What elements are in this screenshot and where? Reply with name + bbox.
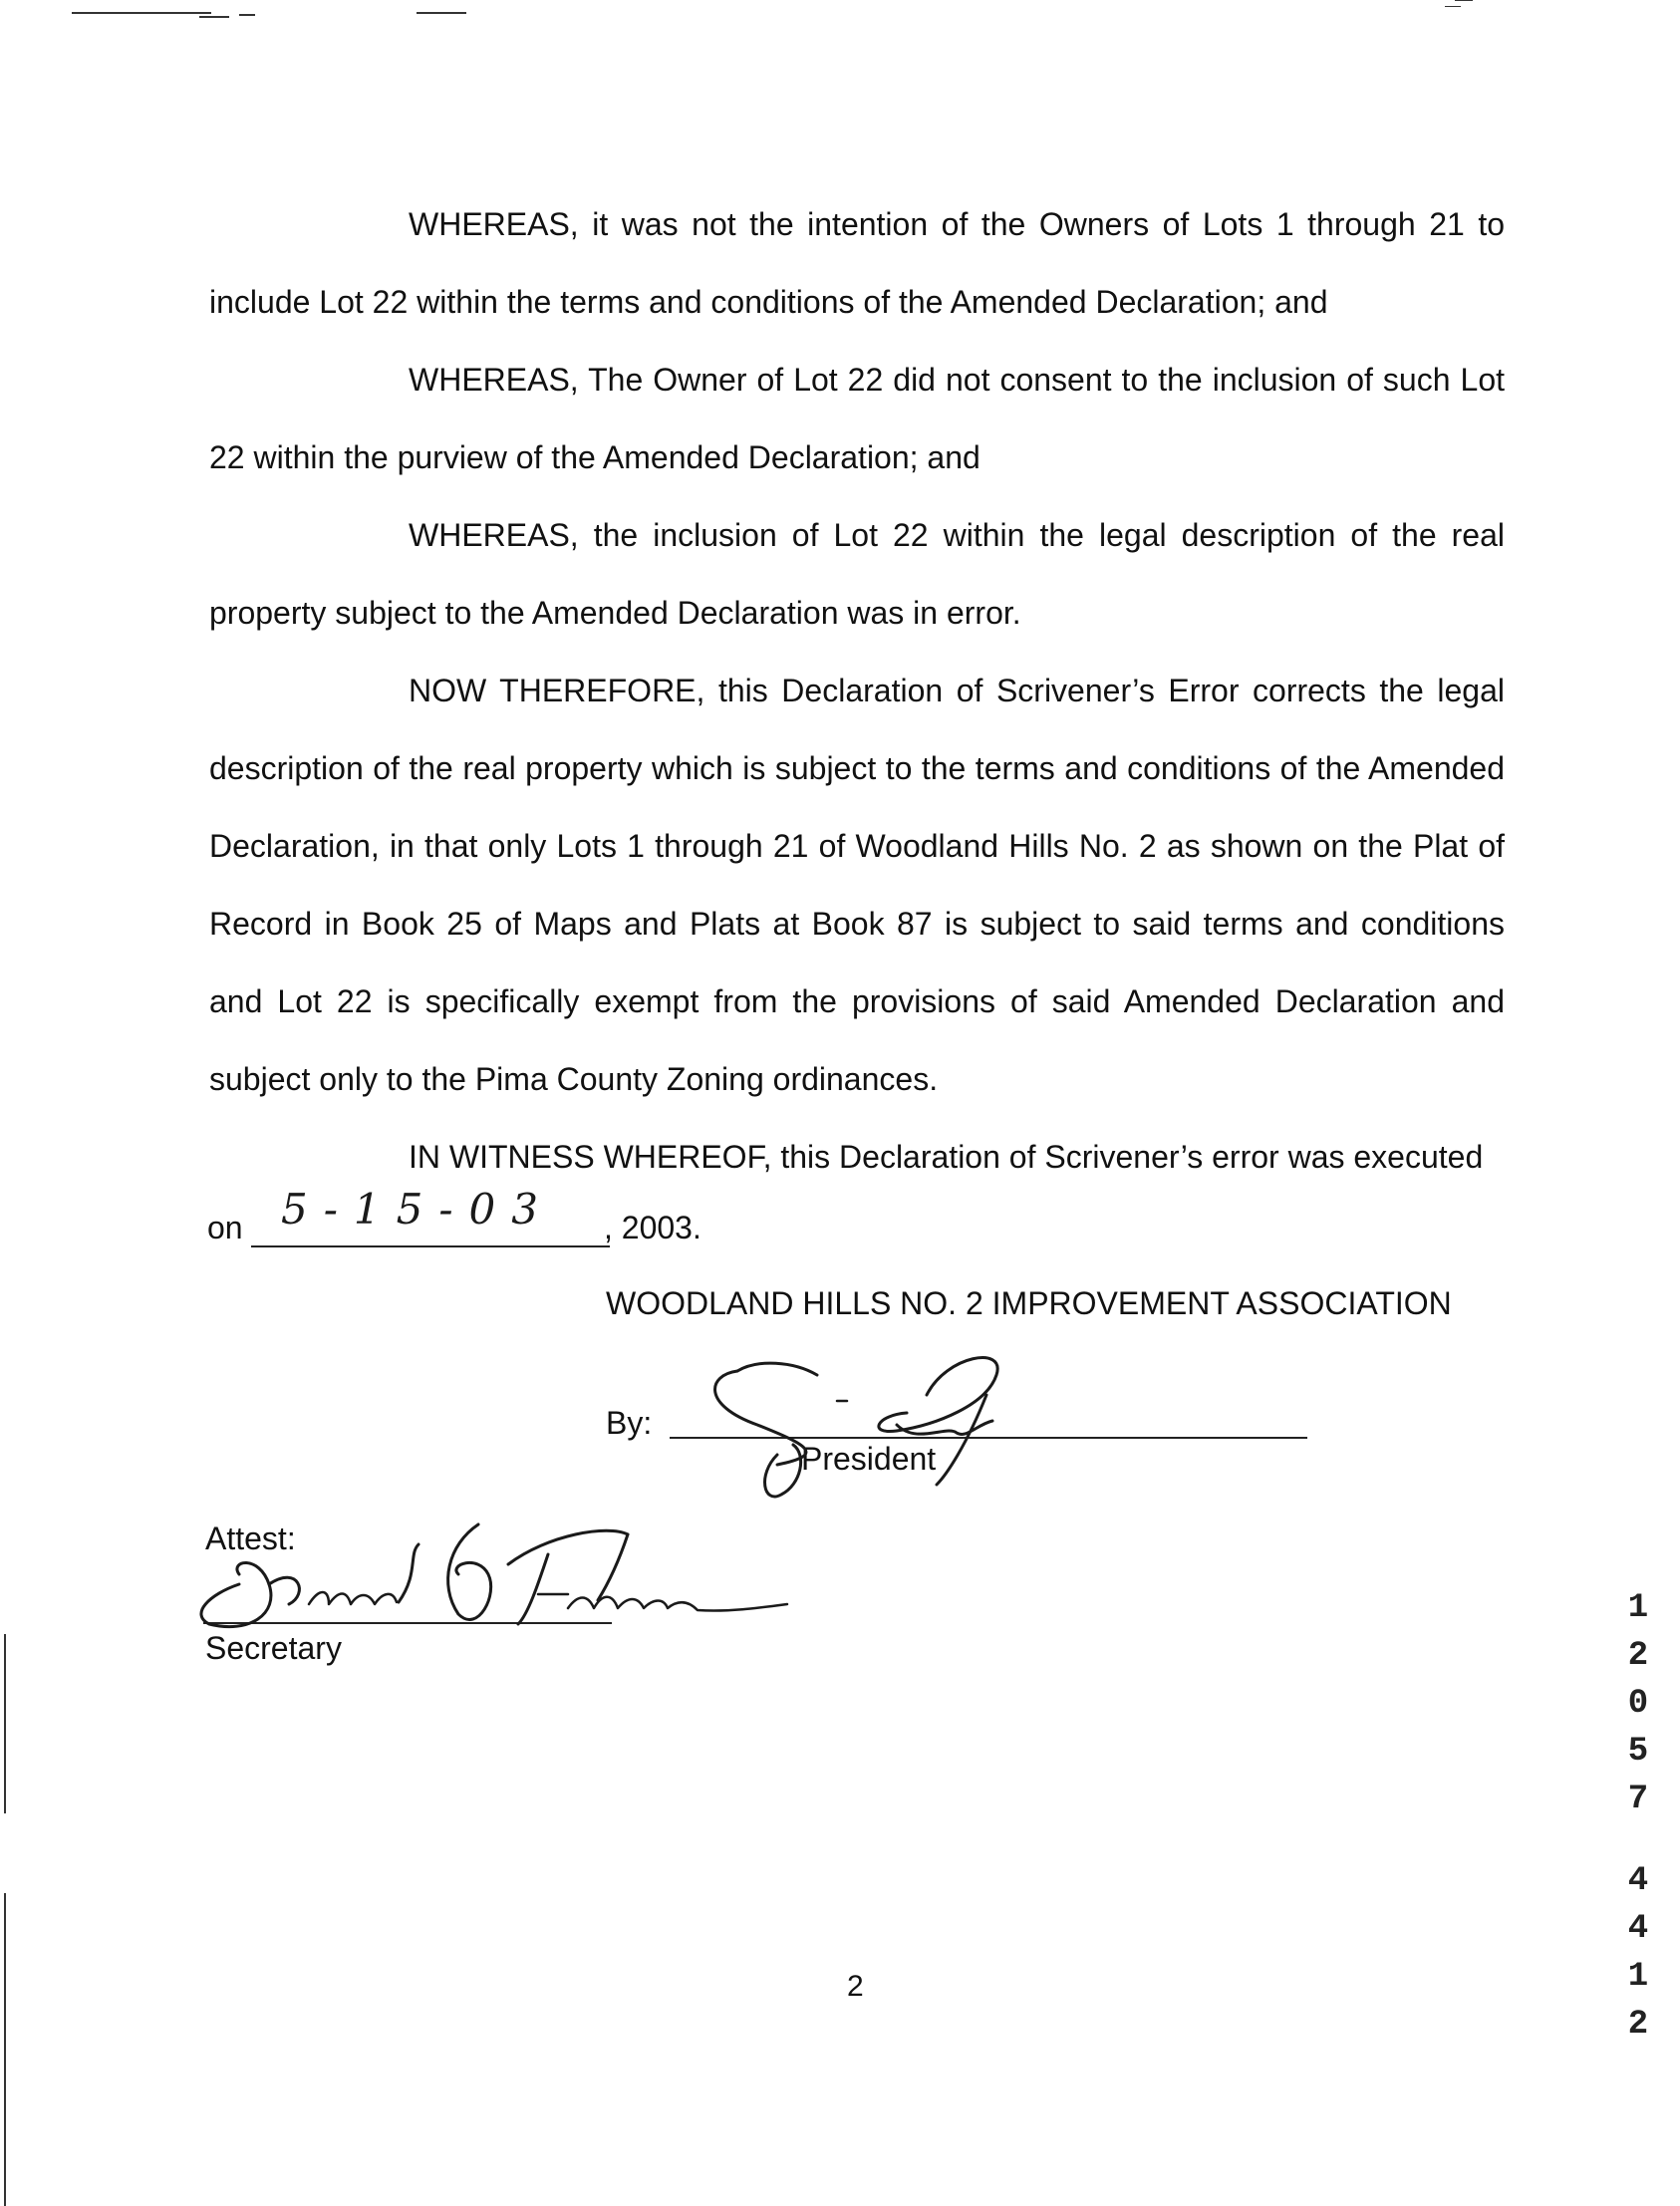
scan-artifact bbox=[1445, 6, 1461, 7]
execution-year: , 2003. bbox=[604, 1210, 701, 1245]
scan-artifact bbox=[239, 14, 255, 16]
recording-digit: 0 bbox=[1627, 1685, 1649, 1723]
scan-artifact bbox=[4, 1893, 6, 2206]
recording-digit: 5 bbox=[1627, 1733, 1649, 1771]
recording-digit: 7 bbox=[1627, 1781, 1649, 1818]
recording-digit: 1 bbox=[1627, 1958, 1649, 1996]
by-label: By: bbox=[606, 1405, 653, 1441]
recording-digit: 4 bbox=[1627, 1862, 1649, 1900]
recording-number-stamp bbox=[1616, 1584, 1660, 2049]
whereas-error-paragraph: WHEREAS, the inclusion of Lot 22 within the legal description of the real property subject to the Amended Declaration was in error. bbox=[209, 517, 1505, 631]
execution-date-handwritten: 5-15-03 bbox=[281, 1185, 554, 1234]
scan-artifact bbox=[1455, 0, 1473, 1]
whereas-intention-paragraph: WHEREAS, it was not the intention of the Owners of Lots 1 through 21 to include Lot 22 within the terms and conditions of the Amended Declaration; and bbox=[209, 206, 1505, 320]
president-label: President bbox=[801, 1441, 937, 1477]
recording-digit: 1 bbox=[1627, 1589, 1649, 1627]
attest-label: Attest: bbox=[205, 1520, 296, 1556]
recording-digit: 2 bbox=[1627, 2006, 1649, 2044]
president-signature bbox=[698, 1335, 1036, 1515]
recording-digit: 2 bbox=[1627, 1637, 1649, 1675]
scan-artifact bbox=[417, 12, 466, 14]
execution-on-label: on bbox=[207, 1210, 243, 1245]
secretary-label: Secretary bbox=[205, 1630, 342, 1666]
scan-artifact bbox=[4, 1634, 6, 1813]
now-therefore-paragraph: NOW THEREFORE, this Declaration of Scrivener’s Error corrects the legal description of the real property which is subject to the terms and conditions of the Amended Declaration, in that only Lots 1 through 21 of Woodland Hills No. 2 as shown on the Plat of Record in Book 25 of Maps and Plats at Book 87 is subject to said terms and conditions and Lot 22 is specifically exempt from the provisions of said Amended Declaration and subject only to the Pima County Zoning ordinances. bbox=[209, 673, 1505, 1097]
scan-artifact bbox=[199, 16, 229, 18]
whereas-consent-paragraph: WHEREAS, The Owner of Lot 22 did not consent to the inclusion of such Lot 22 within the purview of the Amended Declaration; and bbox=[209, 362, 1505, 475]
association-name: WOODLAND HILLS NO. 2 IMPROVEMENT ASSOCIATION bbox=[606, 1285, 1452, 1321]
scan-artifact bbox=[72, 12, 211, 14]
in-witness-paragraph: IN WITNESS WHEREOF, this Declaration of Scrivener’s error was executed bbox=[409, 1139, 1484, 1175]
execution-date-underline bbox=[251, 1245, 610, 1247]
recording-digit: 4 bbox=[1627, 1910, 1649, 1948]
recording-gap bbox=[1616, 1823, 1660, 1857]
secretary-signature bbox=[169, 1505, 807, 1644]
page-number: 2 bbox=[847, 1970, 864, 2003]
